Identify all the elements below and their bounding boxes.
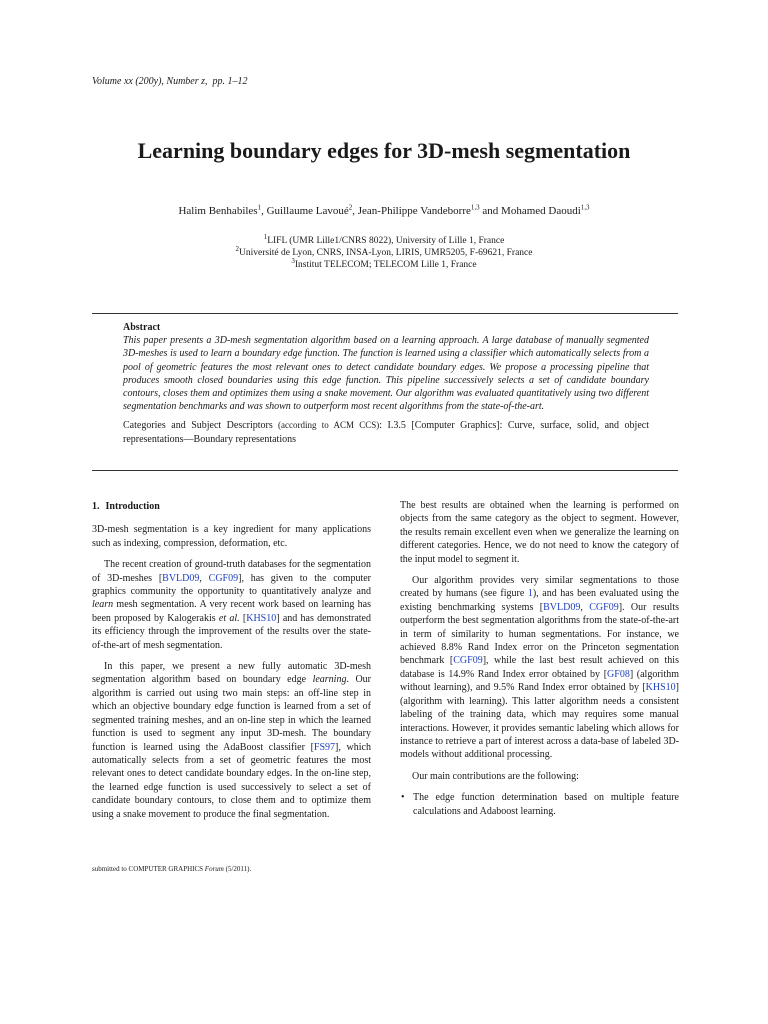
text-run: ]. Our results outperform the best segmentation algorithms from the state-of-the-art in term of similarity to human segmentations. For instance, we achieved 8.8% Rand Index error on the Princeton segmentation benchmark [ (400, 601, 679, 667)
citation-link[interactable]: BVLD09 (162, 572, 200, 584)
list-item (400, 791, 679, 818)
categories-label: Categories and Subject Descriptors (123, 420, 273, 432)
section-number: 1. (92, 501, 100, 512)
text-run: submitted to COMPUTER GRAPHICS (92, 865, 205, 873)
citation-link[interactable]: CGF09 (208, 572, 239, 584)
affiliation-text: Université de Lyon, CNRS, INSA-Lyon, LIRIS, UMR5205, F-69621, France (239, 248, 533, 258)
citation-link[interactable]: BVLD09 (543, 601, 581, 613)
text-run: The recent creation of ground-truth databases for the segmentation of 3D-meshes [ (92, 559, 371, 584)
paragraph (92, 660, 371, 821)
affiliation (0, 232, 768, 247)
abstract-bottom-rule (92, 470, 678, 471)
text-run: ], which automatically selects from a set of geometric features the most relevant ones to detect candidate boundary edges. In the on-line step, the learned edge function is used successively to select a set of candidate boundary contours, to close them and to optimize them using a snake movement to produce the final segmentation. (92, 741, 371, 820)
paper-title: Learning boundary edges for 3D-mesh segmentation (137, 138, 631, 163)
text-run: ] and has demonstrated its efficiency through the improvement of the results over the state-of-the-art of mesh segmentation. (92, 612, 371, 651)
categories-note: (according to ACM CCS) (272, 420, 380, 431)
section-heading (92, 500, 371, 513)
author-separator: , (352, 205, 358, 217)
author-name: Guillaume Lavoué (266, 205, 349, 217)
affiliation-mark: 2 (235, 244, 240, 253)
author-separator: , (261, 205, 267, 217)
affiliation (0, 244, 768, 259)
affiliation-list (0, 232, 768, 271)
affiliation-text: LIFL (UMR Lille1/CNRS 8022), University of Lille 1, France (267, 236, 505, 246)
paragraph (92, 558, 371, 652)
text-run: ] (algorithm without learning), and 9.5% Rand Index error obtained by [ (400, 668, 679, 694)
text-run: , (580, 601, 590, 613)
author-name: Mohamed Daoudi (501, 205, 581, 217)
citation-link[interactable]: KHS10 (246, 612, 277, 624)
paragraph: Our main contributions are the following: (412, 770, 579, 782)
paragraph: 3D-mesh segmentation is a key ingredient for many applications such as indexing, compression, deformation, etc. (92, 524, 371, 549)
text-run: , (199, 572, 209, 584)
list-item-text: The edge function determination based on multiple feature calculations and Adaboost learning. (413, 792, 679, 817)
author-affil-mark: 2 (348, 203, 353, 212)
section-title: Introduction (105, 501, 160, 512)
abstract-heading: Abstract (123, 322, 161, 333)
author-affil-mark: 1,3 (470, 203, 480, 212)
text-run: ] (algorithm with learning). This latter algorithm needs a consistent labeling of the training data, which may requires some manual interactions. However, it provides semantic labeling which allows for instance to retrieve a part of interest across a data-base of labeled 3D-models without additional processing. (400, 682, 679, 761)
running-head: Volume xx (200y), Number z, pp. 1–12 (92, 76, 248, 87)
abstract-top-rule (92, 313, 678, 314)
text-run: . Our algorithm is carried out using two main steps: an off-line step in which an objective boundary edge function is learned from a set of segmented training meshes, and an on-line step in which the learned function is used to segment any input 3D-mesh. The boundary function is learned using the AdaBoost classifier [ (92, 674, 371, 753)
text-run: ], while the last best result achieved on this database is 14.9% Rand Index error obtained by [ (400, 655, 679, 680)
emphasis: et al. (218, 612, 240, 624)
text-run: mesh segmentation. A very recent work based on learning has been proposed by Kalogerakis (92, 599, 371, 624)
figure-link[interactable]: 1 (527, 588, 533, 600)
affiliation (0, 256, 768, 271)
abstract-body: This paper presents a 3D-mesh segmentation algorithm based on a learning approach. A large database of manually segmented 3D-meshes is used to learn a boundary edge function. The function is learned using a classifier which automatically selects from a pool of geometric features the most relevant ones to detect candidate boundary edges. We propose a processing pipeline that produces smooth closed boundaries using this edge function. This pipeline successively selects a set of candidate boundary contours, closes them and optimizes them using a snake movement. Our algorithm was evaluated quantitatively using two different segmentation benchmarks and was shown to outperform most recent algorithms from the state-of-the-art. (123, 335, 649, 413)
author-name: Jean-Philippe Vandeborre (357, 205, 471, 217)
bullet-icon: • (401, 792, 405, 804)
citation-link[interactable]: KHS10 (645, 682, 676, 694)
text-run: [ (239, 612, 247, 624)
paragraph (400, 574, 679, 762)
left-column (92, 500, 371, 829)
categories-text: : I.3.5 [Computer Graphics]: Curve, surface, solid, and object representations—Boundary representations (123, 420, 649, 445)
emphasis: learning (312, 674, 347, 686)
author-affil-mark: 1,3 (580, 203, 590, 212)
acm-categories (123, 419, 649, 445)
citation-link[interactable]: CGF09 (453, 655, 483, 667)
abstract-block (123, 321, 649, 446)
text-run: ], has given to the computer graphics community the opportunity to quantitatively analyze and (92, 572, 372, 598)
text-run: In this paper, we present a new fully automatic 3D-mesh segmentation algorithm based on boundary edge (92, 661, 371, 686)
right-column (400, 499, 679, 818)
author-name: Halim Benhabiles (178, 205, 258, 217)
citation-link[interactable]: FS97 (313, 741, 336, 753)
paragraph: The best results are obtained when the learning is performed on objects from the same category as the object to segment. However, the results remain excellent even when we generalize the learning on different categories. Hence, we do not need to know the category of the input model to segment it. (400, 500, 679, 565)
author-separator: and (479, 205, 502, 217)
affiliation-text: Institut TELECOM; TELECOM Lille 1, France (294, 260, 477, 270)
text-run: Our algorithm provides very similar segmentations to those created by humans (see figure (400, 575, 679, 600)
author-affil-mark: 1 (257, 203, 262, 212)
contribution-list (400, 791, 679, 818)
emphasis: Forum (204, 865, 224, 873)
author-list (0, 205, 768, 217)
affiliation-mark: 3 (291, 256, 295, 265)
citation-link[interactable]: CGF09 (589, 601, 619, 613)
text-run: (5/2011). (223, 865, 252, 873)
page-footer (92, 865, 251, 873)
emphasis: learn (92, 599, 114, 611)
citation-link[interactable]: GF08 (607, 668, 630, 680)
affiliation-mark: 1 (263, 232, 268, 241)
text-run: ), and has been evaluated using the existing benchmarking systems [ (400, 588, 679, 613)
